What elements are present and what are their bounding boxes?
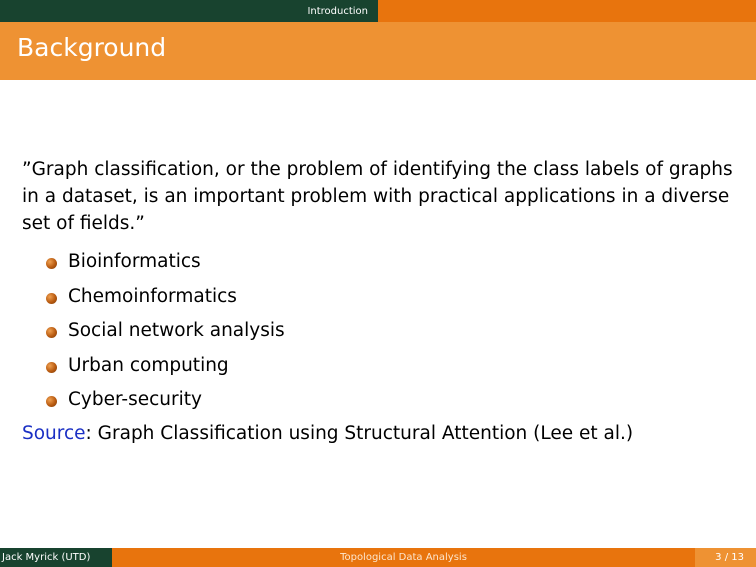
section-label[interactable]: Introduction — [307, 5, 368, 17]
footer-bar — [0, 548, 756, 567]
slide-title: Background — [17, 32, 167, 62]
footer-page-number — [695, 548, 756, 567]
bullet-ball-icon — [46, 327, 57, 338]
source-label: Source — [22, 422, 86, 444]
section-nav[interactable] — [0, 0, 378, 22]
list-item-label: Urban computing — [68, 354, 229, 376]
frame-title-bar — [0, 22, 756, 80]
list-item-label: Social network analysis — [68, 320, 285, 341]
footer-author-label[interactable]: Jack Myrick (UTD) — [2, 552, 91, 563]
list-item — [22, 383, 734, 418]
footer-author[interactable] — [0, 548, 112, 567]
list-item — [22, 280, 734, 315]
source-citation — [22, 420, 734, 447]
application-list — [22, 245, 734, 418]
bullet-ball-icon — [46, 258, 57, 269]
list-item-label: Chemoinformatics — [68, 285, 237, 307]
quote-text: ”Graph classification, or the problem of identifying the class labels of graphs in a dataset, is an important problem with practical applications in a diverse set of fields.” — [22, 159, 733, 234]
footer-talk-title[interactable] — [112, 548, 695, 567]
bullet-ball-icon — [46, 362, 57, 373]
header-right-segment — [378, 0, 756, 22]
list-item — [22, 349, 734, 384]
list-item-label: Cyber-security — [68, 389, 202, 410]
header-bar — [0, 0, 756, 22]
list-item — [22, 245, 734, 280]
page-number-label: 3 / 13 — [715, 552, 744, 563]
footer-talk-title-label[interactable]: Topological Data Analysis — [340, 552, 467, 563]
slide-content — [22, 156, 734, 447]
bullet-ball-icon — [46, 396, 57, 407]
bullet-ball-icon — [46, 293, 57, 304]
list-item — [22, 314, 734, 349]
list-item-label: Bioinformatics — [68, 251, 201, 272]
source-text: : Graph Classification using Structural Attention (Lee et al.) — [85, 422, 634, 444]
